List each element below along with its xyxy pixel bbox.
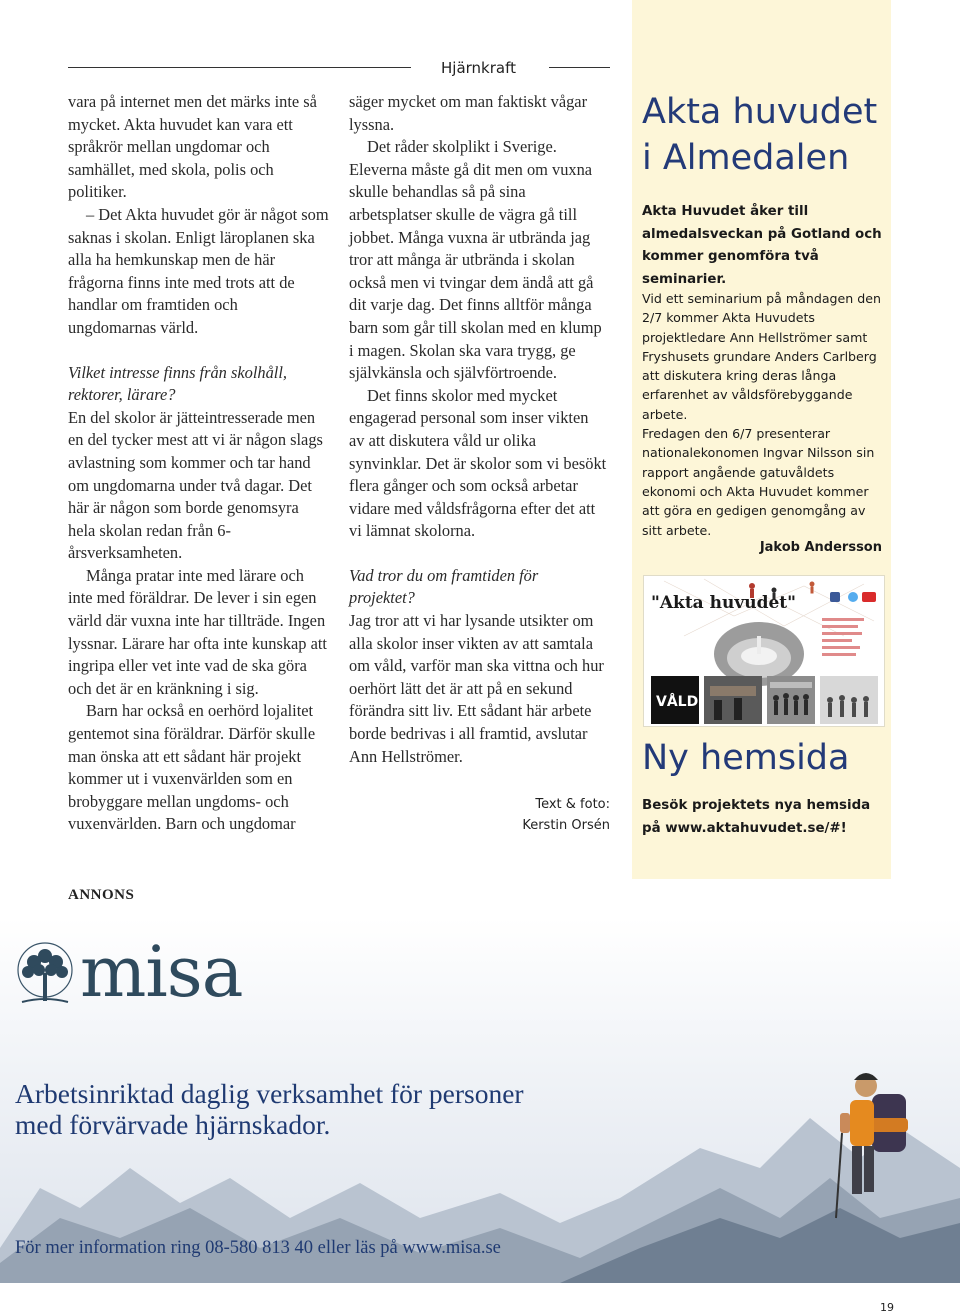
page-number: 19	[880, 1301, 894, 1314]
paragraph: Jag tror att vi har lysande utsikter om alla skolor inser vikten av att samtala om våld, varför man ska vittna och hur oerhört lätt det är att på en sekund förändra sitt liv. Ett sådant här arbete borde bedrivas i all framtid, avslutar Ann Hellströmer.	[349, 611, 604, 766]
facebook-icon	[830, 592, 840, 602]
sidebar-website-line-2: på www.aktahuvudet.se/#!	[642, 820, 847, 836]
credit-label: Text & foto:	[535, 797, 610, 812]
paragraph: Det finns skolor med mycket engagerad personal som inser vikten av att diskutera våld ur olika synvinklar. Det är skolor som vi besökt flera gånger och som också arbetar vidare med våldsfrågorna efter det att vi lämnat skolorna.	[349, 385, 607, 541]
paragraph: – Det Akta huvudet gör är något som saknas i skolan. Enligt läroplanen ska alla ha hemkunskap men de här frågorna finns inte med trots att de handlar om framtiden och ungdomarnas värld.	[68, 204, 329, 337]
sidebar-body	[642, 289, 886, 540]
misa-tree-logo	[14, 940, 76, 1010]
youtube-icon	[862, 592, 876, 602]
sidebar-website-text	[642, 795, 886, 840]
misa-logo-text: misa	[80, 931, 243, 1013]
sidebar-paragraph: Fredagen den 6/7 presenterar nationalekonomen Ingvar Nilsson sin rapport angående gatuvåldets ekonomi och Akta Huvudet kommer att göra en gedigen genomgång av sitt arbete.	[642, 426, 875, 538]
sidebar-author: Jakob Andersson	[759, 540, 882, 555]
section-label: Hjärnkraft	[441, 59, 516, 77]
paragraph: vara på internet men det märks inte så mycket. Akta huvudet kan vara ett språkrör mellan ungdomar och samhället, med skola, polis och politiker.	[68, 92, 317, 202]
paragraph: säger mycket om man faktiskt vågar lyssna.	[349, 92, 588, 134]
ad-label: ANNONS	[68, 887, 135, 903]
header-rule-right	[549, 67, 610, 68]
website-title: "Akta huvudet"	[651, 593, 796, 613]
advertisement	[0, 918, 960, 1283]
sidebar-website-line-1: Besök projektets nya hemsida	[642, 798, 871, 813]
paragraph: En del skolor är jätteintresserade men en del tycker mest att vi är någon slags avlastning som kommer och tar hand om ungdomarna under två dagar. Det här är någon som borde genomsyra hela skolan redan från 6-årsverksamheten.	[68, 407, 323, 563]
ad-headline-line-2: med förvärvade hjärnskador.	[15, 1109, 331, 1140]
header-rule-left	[68, 67, 411, 68]
paragraph: Det råder skolplikt i Sverige. Eleverna måste gå dit men om vuxna skulle behandlas så på sina arbetsplatser skulle de vägra gå till jobbet. Många vuxna är utbrända jag tror att många är utbrända i skolan också men vi tvingar dem ändå att gå dit varje dag. Det finns alltför många barn som går till skolan med en klump i magen. Skolan ska vara trygg, ge självkänsla och självförtroende.	[349, 137, 602, 383]
photo-credit	[500, 794, 610, 836]
website-tile-label: VÅLD	[656, 694, 699, 710]
article-column-2	[349, 91, 607, 768]
paragraph: Barn har också en oerhörd lojalitet gentemot sina föräldrar. Därför skulle man önska att ett sådant här projekt kommer ut i vuxenvärlden som en brobyggare mellan ungdoms- och vuxenvärlden. Barn och ungdomar	[68, 701, 316, 834]
ad-headline	[15, 1078, 524, 1140]
paragraph: Många pratar inte med lärare och inte med föräldrar. De lever i sin egen värld där vuxna inte har tillträde. Ingen lyssnar. Lärare har ofta inte kunskap att ingripa eller vet inte vad de ska göra och det är en kränkning i sig.	[68, 565, 327, 698]
website-screenshot	[643, 575, 885, 727]
sidebar-title	[642, 89, 882, 181]
sidebar-title-website: Ny hemsida	[642, 738, 850, 778]
sidebar-title-line-2: i Almedalen	[642, 138, 850, 178]
sidebar-title-line-1: Akta huvudet	[642, 92, 878, 132]
ad-contact-info: För mer information ring 08-580 813 40 eller läs på www.misa.se	[15, 1238, 501, 1258]
website-screenshot-graphic	[644, 576, 884, 726]
sidebar-lead: Akta Huvudet åker till almedalsveckan på Gotland och kommer genomföra två seminarier.	[642, 204, 882, 287]
interview-question: Vad tror du om framtiden för projektet?	[349, 565, 539, 608]
ad-headline-line-1: Arbetsinriktad daglig verksamhet för personer	[15, 1078, 524, 1109]
interview-question: Vilket intresse finns från skolhåll, rektorer, lärare?	[68, 362, 287, 405]
sidebar-paragraph: Vid ett seminarium på måndagen den 2/7 kommer Akta Huvudets projektledare Ann Hellströmer samt Fryshusets grundare Anders Carlberg att diskutera kring deras långa erfarenhet av våldsförebyggande arbete.	[642, 291, 882, 422]
twitter-icon	[848, 592, 858, 602]
article-column-1	[68, 91, 330, 836]
credit-name: Kerstin Orsén	[522, 818, 610, 833]
